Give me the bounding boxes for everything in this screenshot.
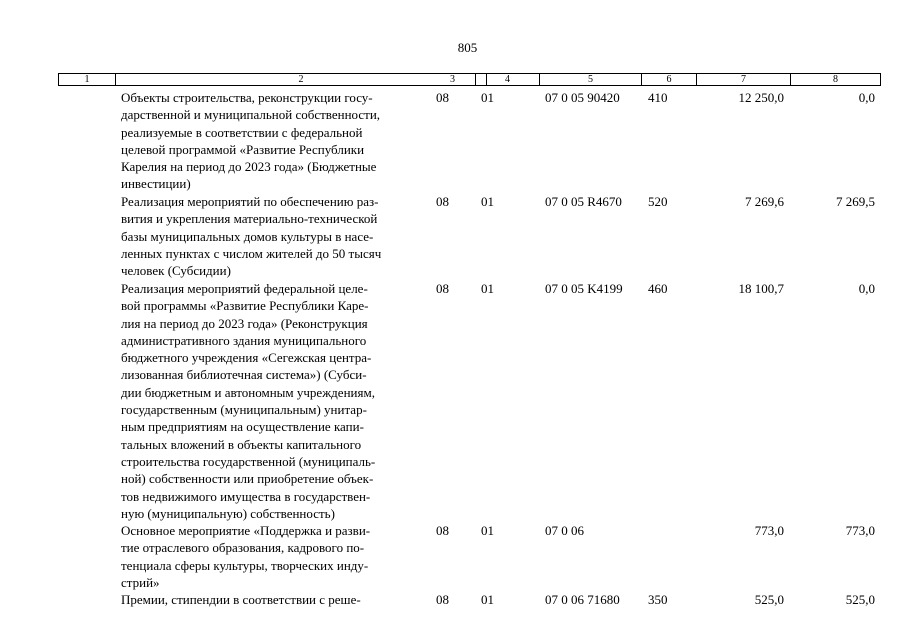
page-number: 805 [457, 40, 478, 55]
subsection-code: 01 [481, 281, 494, 296]
header-col-2: 2 [116, 74, 487, 85]
column-number-header [58, 73, 881, 86]
amount-col-7: 525,0 [754, 592, 784, 607]
section-code: 08 [436, 592, 449, 607]
description-line: Карелия на период до 2023 года» (Бюджетные [121, 159, 377, 175]
description-line: лия на период до 2023 года» (Реконструкция [121, 315, 368, 331]
section-code: 08 [436, 194, 449, 209]
description-line: базы муниципальных домов культуры в насе- [121, 228, 374, 244]
subsection-code: 01 [481, 523, 494, 538]
description-line: вития и укрепления материально-технической [121, 211, 378, 227]
section-code: 08 [436, 281, 449, 296]
description-line: вой программы «Развитие Республики Каре- [121, 298, 369, 314]
description-line: ной) собственности или приобретение объек- [121, 471, 374, 487]
amount-col-7: 18 100,7 [738, 281, 784, 296]
description-line: Основное мероприятие «Поддержка и разви- [121, 523, 371, 538]
description-line: целевой программой «Развитие Республики [121, 141, 365, 157]
row-description [121, 280, 426, 522]
amount-col-7: 12 250,0 [738, 90, 784, 105]
description-line: тие отраслевого образования, кадрового по- [121, 540, 365, 556]
header-col-1: 1 [59, 74, 116, 85]
description-line: тальных вложений в объекты капитального [121, 436, 362, 452]
target-article-code: 07 0 05 K4199 [545, 281, 623, 296]
description-line: строительства государственной (муниципаль- [121, 453, 376, 469]
subsection-code: 01 [481, 194, 494, 209]
expense-type-code: 410 [648, 90, 668, 105]
description-line: Реализация мероприятий по обеспечению раз- [121, 194, 379, 209]
subsection-code: 01 [481, 90, 494, 105]
amount-col-8: 0,0 [858, 90, 875, 105]
description-line: человек (Субсидии) [121, 263, 231, 279]
description-line: стрий» [121, 574, 160, 590]
row-description [121, 89, 426, 193]
expense-type-code: 350 [648, 592, 668, 607]
description-line: Премии, стипендии в соответствии с реше- [121, 592, 361, 607]
amount-col-8: 773,0 [845, 523, 875, 538]
description-line: ную (муниципальную) собственность) [121, 505, 335, 521]
section-code: 08 [436, 523, 449, 538]
description-line: реализуемые в соответствии с федеральной [121, 124, 363, 140]
target-article-code: 07 0 06 [545, 523, 584, 538]
description-line: административного здания муниципального [121, 332, 367, 348]
amount-col-8: 525,0 [845, 592, 875, 607]
target-article-code: 07 0 05 R4670 [545, 194, 622, 209]
row-description [121, 591, 426, 608]
description-line: Объекты строительства, реконструкции госу- [121, 90, 373, 105]
amount-col-8: 7 269,5 [836, 194, 875, 209]
description-line: дии бюджетным и автономным учреждениям, [121, 384, 375, 400]
description-line: Реализация мероприятий федеральной целе- [121, 281, 368, 296]
header-col-7: 7 [697, 74, 791, 85]
header-col-3: 3 [430, 74, 476, 85]
description-line: государственным (муниципальным) унитар- [121, 402, 367, 418]
header-col-8: 8 [833, 74, 838, 85]
description-line: бюджетного учреждения «Сегежская центра- [121, 350, 372, 366]
description-line: инвестиции) [121, 176, 191, 192]
target-article-code: 07 0 06 71680 [545, 592, 620, 607]
description-line: тенциала сферы культуры, творческих инду- [121, 557, 369, 573]
description-line: тов недвижимого имущества в государствен- [121, 488, 371, 504]
header-col-4: 4 [476, 74, 540, 85]
expense-type-code: 460 [648, 281, 668, 296]
expense-type-code: 520 [648, 194, 668, 209]
description-line: ленных пунктах с числом жителей до 50 тысяч [121, 245, 382, 261]
row-description [121, 193, 426, 279]
description-line: лизованная библиотечная система») (Субси- [121, 367, 367, 383]
amount-col-8: 0,0 [858, 281, 875, 296]
subsection-code: 01 [481, 592, 494, 607]
description-line: ным предприятиям на осуществление капи- [121, 419, 364, 435]
description-line: дарственной и муниципальной собственности, [121, 107, 381, 123]
header-col-5: 5 [540, 74, 642, 85]
row-description [121, 522, 426, 591]
amount-col-7: 7 269,6 [745, 194, 784, 209]
header-col-6: 6 [642, 74, 697, 85]
amount-col-7: 773,0 [754, 523, 784, 538]
target-article-code: 07 0 05 90420 [545, 90, 620, 105]
section-code: 08 [436, 90, 449, 105]
